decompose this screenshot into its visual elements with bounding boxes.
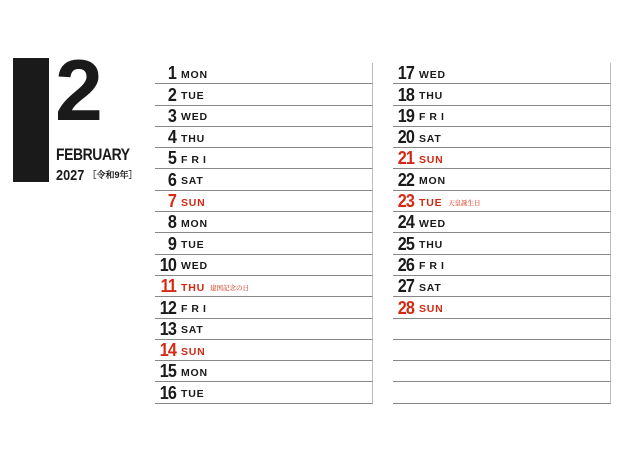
day-number: 12 — [159, 297, 176, 318]
day-row[interactable] — [155, 382, 373, 403]
day-of-week: WED — [181, 260, 208, 273]
day-of-week: SUN — [419, 303, 444, 316]
day-row[interactable] — [393, 106, 611, 127]
day-number: 6 — [167, 169, 176, 190]
day-number: 8 — [167, 212, 176, 233]
day-row[interactable] — [155, 169, 373, 190]
day-row[interactable] — [155, 361, 373, 382]
day-row[interactable] — [393, 63, 611, 84]
day-number: 1 — [167, 63, 176, 84]
day-row[interactable] — [393, 297, 611, 318]
day-row[interactable] — [155, 255, 373, 276]
day-number: 11 — [160, 276, 176, 297]
day-row[interactable] — [393, 212, 611, 233]
day-number: 5 — [167, 148, 176, 169]
month-name: FEBRUARY — [56, 145, 130, 164]
day-number: 13 — [159, 318, 176, 339]
day-of-week: TUE — [181, 90, 205, 103]
day-number: 16 — [159, 382, 176, 403]
day-number: 17 — [397, 63, 414, 84]
day-of-week: THU — [181, 132, 205, 145]
day-row[interactable] — [393, 382, 611, 403]
day-number: 25 — [397, 233, 414, 254]
day-row[interactable] — [155, 84, 373, 105]
day-row[interactable] — [155, 276, 373, 297]
day-row[interactable] — [393, 169, 611, 190]
era-year: ［令和9年］ — [87, 170, 138, 180]
day-row[interactable] — [393, 148, 611, 169]
day-row[interactable] — [393, 276, 611, 297]
day-row[interactable] — [155, 212, 373, 233]
day-row[interactable] — [393, 319, 611, 340]
day-of-week: TUE — [181, 239, 205, 252]
year-line — [56, 168, 138, 183]
day-of-week: TUE — [419, 196, 443, 209]
day-column-right — [393, 63, 611, 404]
day-number: 19 — [397, 105, 414, 126]
day-row[interactable] — [393, 191, 611, 212]
day-of-week: MON — [181, 366, 208, 379]
day-row[interactable] — [155, 63, 373, 84]
day-number: 22 — [397, 169, 414, 190]
day-row[interactable] — [155, 297, 373, 318]
day-of-week: FRI — [419, 260, 448, 273]
day-of-week: SAT — [181, 175, 204, 188]
holiday-label: 建国記念の日 — [210, 283, 249, 292]
day-number: 15 — [159, 361, 176, 382]
day-of-week: SUN — [419, 153, 444, 166]
day-number: 3 — [167, 105, 176, 126]
day-row[interactable] — [155, 233, 373, 254]
month-number: 2 — [55, 43, 101, 139]
day-of-week: FRI — [419, 111, 448, 124]
day-row[interactable] — [393, 233, 611, 254]
day-of-week: SUN — [181, 196, 206, 209]
day-row[interactable] — [155, 340, 373, 361]
year: 2027 — [56, 167, 85, 184]
day-of-week: MON — [419, 175, 446, 188]
day-number: 4 — [167, 127, 176, 148]
day-row[interactable] — [155, 319, 373, 340]
month-accent-bar — [13, 58, 49, 182]
day-number: 26 — [397, 254, 414, 275]
day-of-week: MON — [181, 217, 208, 230]
holiday-label: 天皇誕生日 — [448, 198, 481, 207]
day-of-week: TUE — [181, 388, 205, 401]
day-row[interactable] — [393, 340, 611, 361]
day-row[interactable] — [155, 127, 373, 148]
day-of-week: FRI — [181, 303, 210, 316]
day-of-week: SAT — [419, 132, 442, 145]
day-number: 23 — [397, 191, 414, 212]
day-row[interactable] — [155, 191, 373, 212]
day-row[interactable] — [393, 127, 611, 148]
day-row[interactable] — [393, 84, 611, 105]
day-number: 21 — [397, 148, 414, 169]
day-of-week: THU — [419, 90, 443, 103]
day-number: 24 — [397, 212, 414, 233]
day-number: 9 — [167, 233, 176, 254]
day-of-week: THU — [181, 281, 205, 294]
day-number: 10 — [159, 254, 176, 275]
day-of-week: MON — [181, 68, 208, 81]
day-row[interactable] — [155, 106, 373, 127]
day-number: 20 — [397, 127, 414, 148]
day-number: 14 — [159, 340, 176, 361]
day-column-left — [155, 63, 373, 404]
day-number: 2 — [167, 84, 176, 105]
day-of-week: SAT — [181, 324, 204, 337]
day-of-week: SUN — [181, 345, 206, 358]
day-number: 18 — [397, 84, 414, 105]
day-of-week: WED — [419, 217, 446, 230]
day-row[interactable] — [393, 361, 611, 382]
day-row[interactable] — [393, 255, 611, 276]
day-of-week: SAT — [419, 281, 442, 294]
day-row[interactable] — [155, 148, 373, 169]
day-number: 27 — [397, 276, 414, 297]
day-of-week: THU — [419, 239, 443, 252]
day-of-week: WED — [181, 111, 208, 124]
day-number: 7 — [167, 191, 176, 212]
day-number: 28 — [397, 297, 414, 318]
day-of-week: FRI — [181, 153, 210, 166]
day-of-week: WED — [419, 68, 446, 81]
month-header — [0, 0, 150, 200]
